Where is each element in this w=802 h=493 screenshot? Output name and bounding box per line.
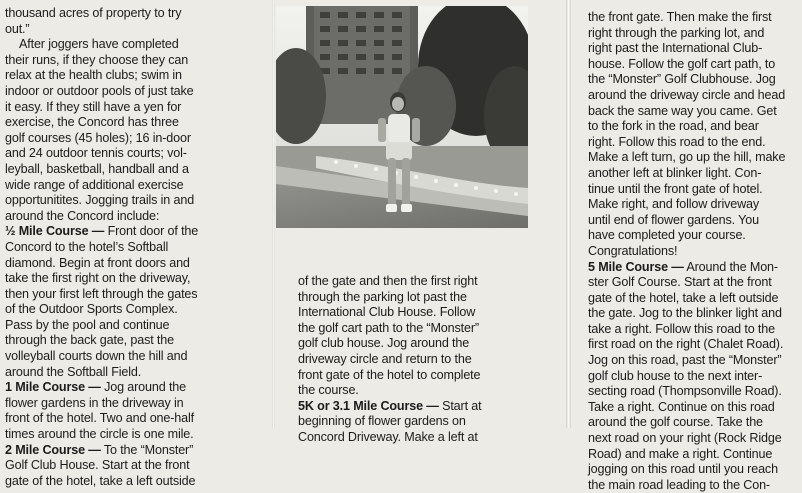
text-fragment: Front door of the [104,224,199,239]
text-line: it easy. If they still have a yen for [5,99,182,114]
text-line: International Club House. Follow [298,305,476,320]
text-line: Road) and make a right. Continue [588,446,773,461]
text-line: Golf Club House. Start at the front [5,458,190,473]
text-line: wide range of additional exercise [5,177,184,192]
text-line: right through the parking lot, and [588,25,765,40]
text-line: the golf cart path to the “Monster” [298,320,479,335]
one-mile-course-heading: 1 Mile Course — [5,380,101,395]
text-line: through the parking lot past the [298,289,467,304]
column-3 [588,10,800,493]
text-line: Concord to the hotel’s Softball [5,239,169,254]
text-line: and 24 outdoor tennis courts; vol- [5,146,187,161]
text-line: flower gardens in the driveway in [5,395,184,410]
text-line: out.” [5,21,30,36]
five-mile-course-heading: 5 Mile Course — [588,259,684,274]
text-line: have completed your course. [588,228,746,243]
jogger-photo [276,6,528,228]
page-fold-right [566,0,571,428]
text-line: golf club house. Jog around the [298,336,470,351]
text-line: another left at blinker light. Con- [588,165,762,180]
text-line: Jog on this road, past the “Monster” [588,353,782,368]
text-line: driveway circle and return to the [298,351,472,366]
half-mile-course-heading: ½ Mile Course — [5,224,105,239]
text-line: front gate of the hotel to complete [298,367,481,382]
text-line: gate of the hotel, take a left outside [5,473,196,488]
text-line: front of the hotel. Two and one-half [5,411,195,426]
text-fragment: Around the Mon- [683,259,778,274]
text-line: After joggers have completed [19,37,179,52]
text-line: diamond. Begin at front doors and [5,255,190,270]
text-line: the gate. Jog to the blinker light and [588,306,782,321]
half-mile-course-heading-line [5,224,267,240]
text-line: beginning of flower gardens on [298,414,466,429]
column-2 [298,274,512,446]
text-line: then your first left through the gates [5,286,198,301]
text-line: around the Softball Field. [5,364,142,379]
text-line: tinue until the front gate of hotel. [588,181,763,196]
two-mile-course-heading: 2 Mile Course — [5,442,101,457]
text-line: around the Concord include: [5,208,160,223]
text-line: golf courses (45 holes); 16 in-door [5,130,191,145]
text-line: next road on your right (Rock Ridge [588,431,782,446]
text-line: indoor or outdoor pools of just take [5,83,194,98]
five-mile-course-heading-line [588,260,800,276]
text-line: around the golf course. Take the [588,415,763,430]
text-line: golf club house to the next inter- [588,368,763,383]
text-line: through the back gate, past the [5,333,174,348]
text-line: opportunitites. Jogging trails in and [5,193,195,208]
text-line: Pass by the pool and continue [5,317,170,332]
text-line: of the Outdoor Sports Complex. [5,302,178,317]
text-line: the course. [298,383,359,398]
text-line: the main road leading to the Con- [588,477,770,492]
text-line: jogging on this road until you reach [588,462,778,477]
text-fragment: Jog around the [100,380,187,395]
text-fragment: Start at [438,398,482,413]
text-line: times around the circle is one mile. [5,427,194,442]
text-line: of the gate and then the first right [298,274,478,288]
text-line: thousand acres of property to try [5,6,182,20]
text-line: the “Monster” Golf Clubhouse. Jog [588,72,776,87]
text-line: the front gate. Then make the first [588,10,772,24]
text-line: take a right. Follow this road to the [588,321,775,336]
text-line: gate of the hotel, take a left outside [588,290,779,305]
one-mile-course-heading-line [5,380,267,396]
text-line: Make a left turn, go up the hill, make [588,150,786,165]
two-mile-course-heading-line [5,443,267,459]
column-1 [5,6,267,489]
fivek-course-heading-line [298,399,512,415]
text-line: Congratulations! [588,243,678,258]
text-line: Concord Driveway. Make a left at [298,429,478,444]
text-fragment: To the “Monster” [100,442,194,457]
fivek-course-heading: 5K or 3.1 Mile Course — [298,398,439,413]
text-line: first road on the right (Chalet Road). [588,337,784,352]
text-line: take the first right on the driveway, [5,271,191,286]
text-line: right past the International Club- [588,41,763,56]
text-line: to the fork in the road, and bear [588,119,759,134]
text-line: their runs, if they choose they can [5,52,189,67]
text-line: until end of flower gardens. You [588,212,759,227]
text-line: exercise, the Concord has three [5,115,179,130]
text-line: volleyball courts down the hill and [5,349,188,364]
text-line: Take a right. Continue on this road [588,399,775,414]
text-line: ster Golf Course. Start at the front [588,275,772,290]
text-line: right. Follow this road to the end. [588,134,766,149]
text-line: Make right, and follow driveway [588,197,760,212]
text-line: relax at the health clubs; swim in [5,68,182,83]
text-line: back the same way you came. Get [588,103,777,118]
page-fold-left [272,0,275,428]
text-line: leyball, basketball, handball and a [5,161,189,176]
text-line: house. Follow the golf cart path, to [588,56,776,71]
text-line: around the driveway circle and head [588,87,786,102]
text-line: secting road (Thompsonville Road). [588,384,782,399]
